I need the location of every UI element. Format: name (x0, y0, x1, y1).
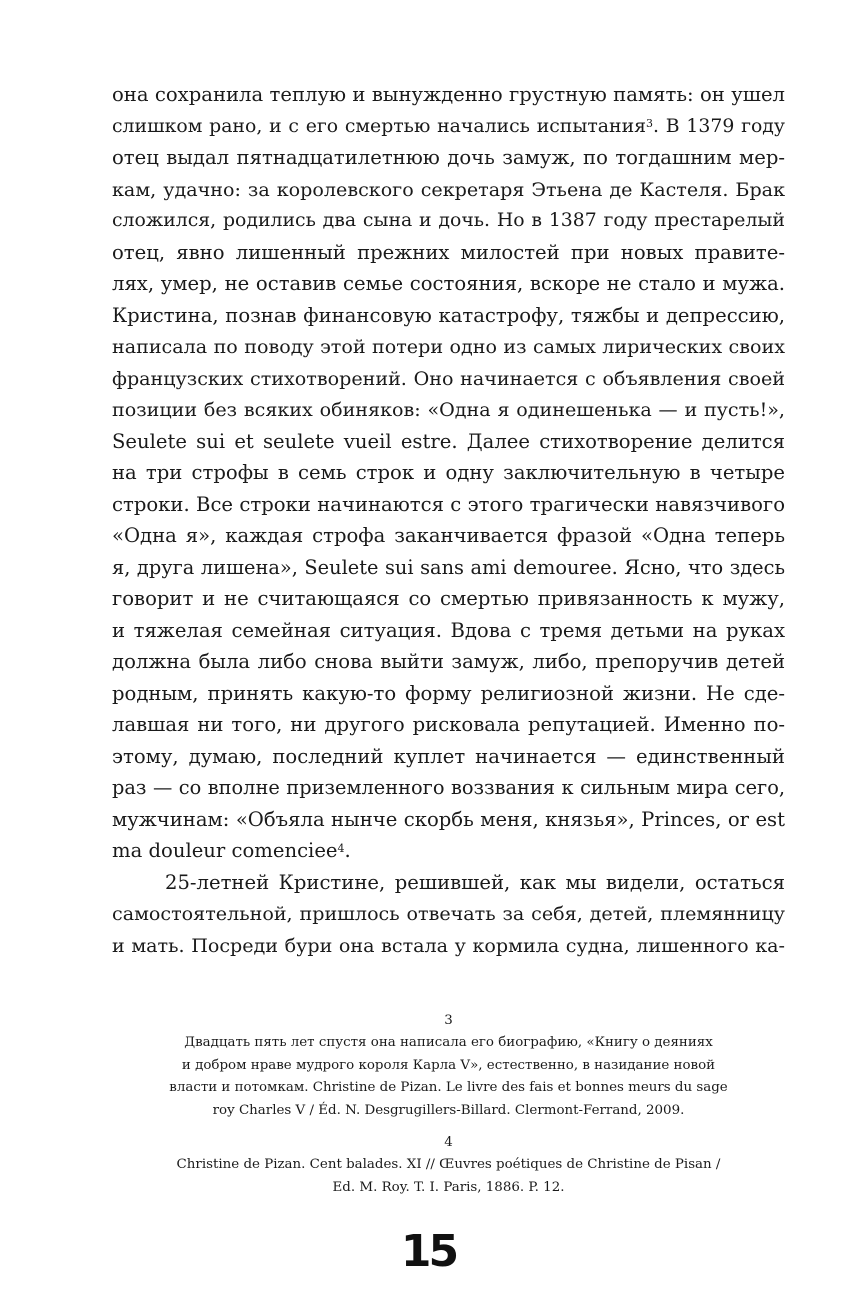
text-line: отец, явно лишенный прежних милостей при новых правите- (112, 240, 785, 264)
text-line: на три строфы в семь строк и одну заключительную в четыре (112, 461, 785, 484)
page-number: 15 (400, 1226, 457, 1277)
text-line: говорит и не считающаяся со смертью привязанность к мужу, (112, 587, 785, 610)
footnote-number: 4 (444, 1135, 453, 1150)
text-line: и тяжелая семейная ситуация. Вдова с тремя детьми на руках (112, 618, 785, 642)
footnote-line: Ed. M. Roy. T. I. Paris, 1886. P. 12. (332, 1179, 565, 1195)
text-line: самостоятельной, пришлось отвечать за себя, детей, племянницу (112, 902, 785, 925)
text-line: ma douleur comenciee$^4$. (112, 839, 351, 862)
footnote-ref: 3 (646, 116, 654, 130)
footnote-line: и добром нраве мудрого короля Карла V», естественно, в назидание новой (181, 1057, 716, 1073)
footnote (150, 1132, 747, 1199)
text-line: сложился, родились два сына и дочь. Но в 1387 году престарелый (112, 210, 785, 231)
footnote (150, 1010, 747, 1122)
footnote-line: власти и потомкам. Christine de Pizan. Le livre des fais et bonnes meurs du sage (169, 1080, 728, 1095)
footnote-number: 3 (444, 1013, 453, 1028)
text-line: Кристина, познав финансовую катастрофу, тяжбы и депрессию, (112, 303, 785, 327)
text-line: лавшая ни того, ни другого рисковала репутацией. Именно по- (112, 713, 785, 736)
text-line: кам, удачно: за королевского секретаря Этьена де Кастеля. Брак (112, 177, 785, 201)
text-line: позиции без всяких обиняков: «Одна я одинешенька — и пусть!», (112, 398, 785, 421)
text-line: отец выдал пятнадцатилетнюю дочь замуж, по тогдашним мер- (112, 146, 785, 169)
text-line: должна была либо снова выйти замуж, либо, препоручив детей (112, 650, 785, 673)
text-line: французских стихотворений. Оно начинается с объявления своей (112, 366, 785, 390)
text-line: написала по поводу этой потери одно из самых лирических своих (112, 335, 785, 358)
body-text (112, 79, 785, 961)
footnote-line: roy Charles V / Éd. N. Desgrugillers-Billard. Clermont-Ferrand, 2009. (212, 1102, 685, 1118)
text-line: я, друга лишена», Seulete sui sans ami demouree. Ясно, что здесь (112, 555, 785, 579)
text-line: она сохранила теплую и вынужденно грустную память: он ушел (112, 83, 785, 106)
text-line: слишком рано, и с его смертью начались испытания$^3$. В 1379 году (112, 115, 785, 137)
text-line: этому, думаю, последний куплет начинается — единственный (112, 744, 785, 768)
text-line: 25-летней Кристине, решившей, как мы видели, остаться (165, 870, 785, 894)
text-line: «Одна я», каждая строфа заканчивается фразой «Одна теперь (112, 524, 785, 547)
footnote-line: Двадцать пять лет спустя она написала его биографию, «Книгу о деяниях (184, 1035, 713, 1050)
footnote-line: Christine de Pizan. Cent balades. XI // Œuvres poétiques de Christine de Pisan / (176, 1157, 721, 1172)
footnote-ref: 4 (337, 842, 345, 855)
text-line: строки. Все строки начинаются с этого трагически навязчивого (112, 492, 785, 516)
text-line: Seulete sui et seulete vueil estre. Далее стихотворение делится (112, 429, 785, 453)
text-line: родным, принять какую-то форму религиозной жизни. Не сде- (112, 681, 785, 705)
text-line: мужчинам: «Объяла нынче скорбь меня, князья», Princes, or est (112, 807, 785, 831)
text-line: лях, умер, не оставив семье состояния, вскоре не стало и мужа. (112, 272, 785, 295)
text-line: и мать. Посреди бури она встала у кормила судна, лишенного ка- (112, 933, 785, 957)
footnotes (150, 1010, 747, 1209)
text-line: раз — со вполне приземленного воззвания к сильным мира сего, (112, 776, 785, 799)
